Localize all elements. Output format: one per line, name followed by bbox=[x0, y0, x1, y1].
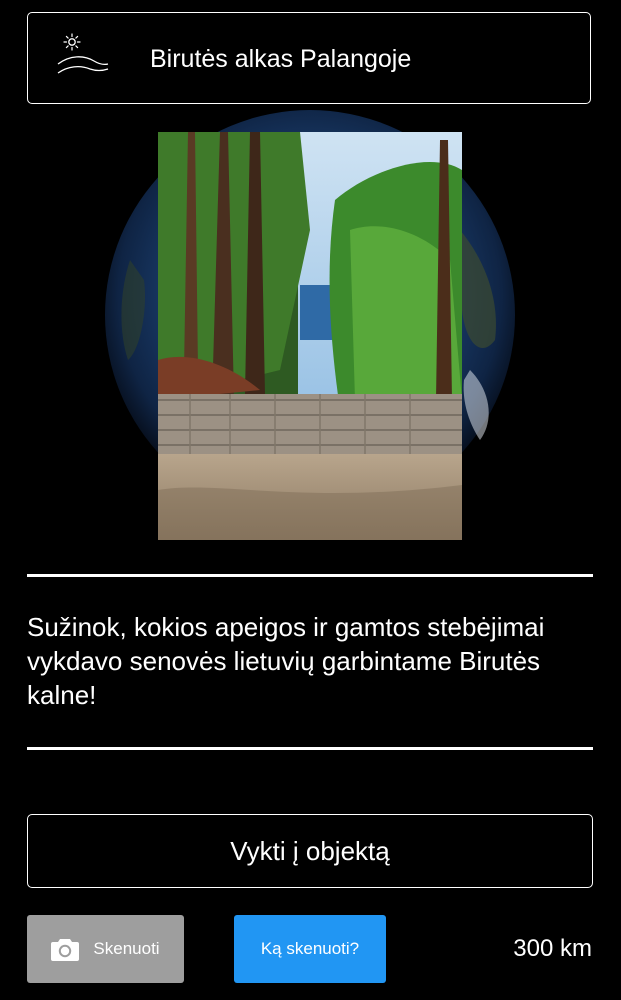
camera-icon bbox=[51, 937, 79, 961]
distance-label: 300 km bbox=[513, 935, 592, 962]
divider-bottom bbox=[27, 747, 593, 750]
hero-image bbox=[100, 110, 520, 550]
sun-over-waves-icon bbox=[54, 33, 110, 85]
description-text: Sužinok, kokios apeigos ir gamtos stebėjimai vykdavo senovės lietuvių garbintame Birutės kalne! bbox=[27, 612, 545, 710]
go-to-object-button[interactable]: Vykti į objektą bbox=[27, 814, 593, 888]
what-to-scan-button[interactable]: Ką skenuoti? bbox=[234, 915, 386, 983]
scan-button-label: Skenuoti bbox=[93, 939, 160, 958]
photo bbox=[158, 132, 462, 540]
divider-top bbox=[27, 574, 593, 577]
scan-button[interactable] bbox=[27, 915, 184, 983]
forest-sea-view-over-earth-globe-icon bbox=[100, 110, 520, 550]
page-title: Birutės alkas Palangoje bbox=[150, 45, 412, 73]
header-card[interactable] bbox=[27, 12, 591, 104]
